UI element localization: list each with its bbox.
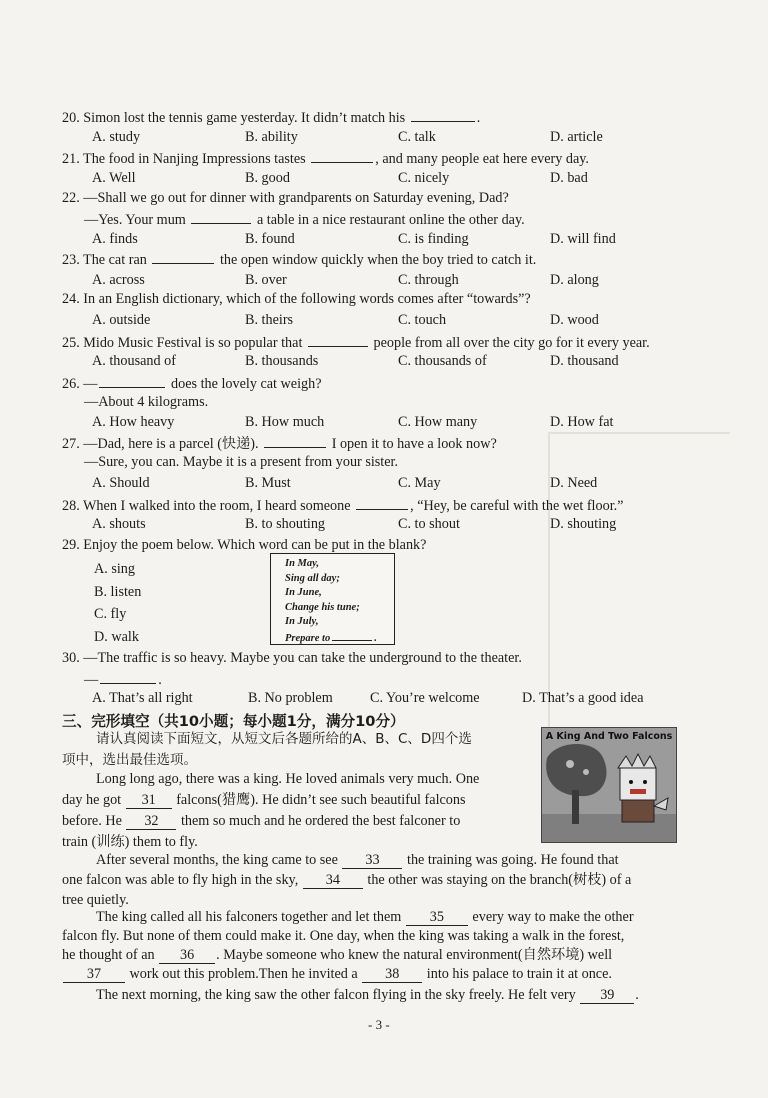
cloze-line: 37 work out this problem.Then he invited a 38 into his palace to train it at once.: [62, 964, 612, 985]
cloze-line: before. He 32 them so much and he ordered the best falconer to: [62, 813, 461, 829]
cloze-blank-31: 31: [126, 793, 172, 809]
cloze-line: After several months, the king came to see 33 the training was going. He found that: [96, 852, 619, 868]
option-a: A. Should: [92, 475, 150, 491]
blank: [411, 108, 475, 122]
option-a: A. Well: [92, 170, 136, 186]
option-c: C. through: [398, 272, 459, 288]
option-b: B. found: [245, 231, 295, 247]
blank: [311, 149, 373, 163]
option-c: C. is finding: [398, 231, 469, 247]
option-b: B. over: [245, 272, 287, 288]
option-a: A. How heavy: [92, 414, 175, 430]
options-27: [92, 475, 712, 492]
poem-line: In June,: [285, 587, 322, 598]
option-a: A. finds: [92, 231, 138, 247]
options-26: [92, 414, 712, 431]
cloze-line: train (训练) them to fly.: [62, 834, 198, 850]
poem-line: Sing all day;: [285, 572, 340, 584]
option-d: D. wood: [550, 312, 599, 328]
cloze-blank-32: 32: [126, 814, 176, 830]
options-29: [94, 558, 141, 648]
options-28: [92, 516, 712, 533]
option-b: B. No problem: [248, 690, 333, 706]
blank: [356, 496, 408, 510]
option-c: C. You’re welcome: [370, 690, 480, 706]
option-c: C. touch: [398, 312, 447, 328]
question-25: 25. Mido Music Festival is so popular that people from all over the city go for it every year.: [62, 335, 650, 351]
option-b: B. Must: [245, 475, 291, 491]
option-c: C. talk: [398, 129, 436, 145]
question-28: 28. When I walked into the room, I heard someone , “Hey, be careful with the wet floor.”: [62, 498, 624, 514]
option-a: A. sing: [94, 561, 135, 577]
question-22-reply: —Yes. Your mum a table in a nice restaurant online the other day.: [84, 212, 525, 228]
cloze-blank-38: 38: [362, 967, 422, 983]
poem-line: In July,: [285, 616, 319, 627]
option-d: D. along: [550, 272, 599, 288]
cloze-line: Long long ago, there was a king. He loved animals very much. One: [96, 771, 480, 787]
option-b: B. thousands: [245, 353, 319, 369]
option-c: C. thousands of: [398, 353, 487, 369]
blank: [308, 333, 368, 347]
blank: [99, 374, 165, 388]
option-c: C. fly: [94, 606, 127, 622]
question-24: 24. In an English dictionary, which of the following words comes after “towards”?: [62, 291, 531, 307]
option-d: D. shouting: [550, 516, 617, 532]
option-a: A. shouts: [92, 516, 146, 532]
option-b: B. good: [245, 170, 290, 186]
option-a: A. thousand of: [92, 353, 176, 369]
question-22: 22. —Shall we go out for dinner with grandparents on Saturday evening, Dad?: [62, 190, 509, 206]
cloze-line: The next morning, the king saw the other falcon flying in the sky freely. He felt very 39 .: [96, 987, 639, 1003]
options-25: [92, 353, 712, 370]
illustration-caption: A King And Two Falcons: [545, 731, 673, 742]
question-26: 26. — does the lovely cat weigh?: [62, 376, 322, 392]
options-24: [92, 312, 712, 329]
poem-line-blank: Prepare to .: [285, 630, 394, 647]
poem-line: In May,: [285, 558, 320, 569]
option-d: D. That’s a good idea: [522, 690, 644, 706]
cloze-line: he thought of an 36 . Maybe someone who knew the natural environment(自然环境) well: [62, 947, 613, 963]
option-d: D. bad: [550, 170, 588, 186]
cloze-blank-34: 34: [303, 873, 363, 889]
option-d: D. Need: [550, 475, 598, 491]
option-d: D. thousand: [550, 353, 619, 369]
option-c: C. May: [398, 475, 441, 491]
blank: [191, 210, 251, 224]
poem-box: [270, 553, 395, 645]
cloze-line: one falcon was able to fly high in the sky, 34 the other was staying on the branch(树枝) of a: [62, 872, 632, 888]
options-20: [92, 129, 712, 146]
story-illustration: [541, 727, 677, 843]
blank: [100, 670, 156, 684]
question-29: 29. Enjoy the poem below. Which word can be put in the blank?: [62, 537, 427, 553]
question-26-reply: —About 4 kilograms.: [84, 394, 209, 410]
option-a: A. study: [92, 129, 141, 145]
options-21: [92, 170, 712, 187]
option-b: B. ability: [245, 129, 298, 145]
cloze-blank-33: 33: [342, 853, 402, 869]
question-30-reply: — .: [84, 672, 162, 688]
blank: [152, 250, 214, 264]
cloze-line: day he got 31 falcons(猎鹰). He didn’t see such beautiful falcons: [62, 792, 466, 808]
option-c: C. to shout: [398, 516, 460, 532]
option-c: C. How many: [398, 414, 478, 430]
question-23: 23. The cat ran the open window quickly when the boy tried to catch it.: [62, 252, 537, 268]
blank: [332, 630, 372, 641]
cloze-line: The king called all his falconers together and let them 35 every way to make the other: [96, 909, 634, 925]
cloze-blank-36: 36: [159, 948, 215, 964]
question-21: 21. The food in Nanjing Impressions tastes , and many people eat here every day.: [62, 151, 589, 167]
poem-line: Change his tune;: [285, 601, 360, 613]
question-30: 30. —The traffic is so heavy. Maybe you can take the underground to the theater.: [62, 650, 522, 666]
cloze-blank-37: 37: [63, 967, 125, 983]
options-30: [92, 690, 712, 707]
section-title: 三、完形填空（共10小题；每小题1分，满分10分）: [62, 713, 405, 730]
cloze-line: tree quietly.: [62, 892, 129, 908]
option-b: B. How much: [245, 414, 325, 430]
question-27: 27. —Dad, here is a parcel (快递). I open it to have a look now?: [62, 436, 497, 452]
option-d: D. walk: [94, 628, 139, 645]
option-d: D. article: [550, 129, 603, 145]
option-a: A. That’s all right: [92, 690, 193, 706]
cloze-line: falcon fly. But none of them could make it. One day, when the king was taking a walk in the forest,: [62, 928, 625, 944]
cloze-instruction-2: 项中，选出最佳选项。: [62, 752, 197, 768]
cloze-blank-39: 39: [580, 988, 634, 1004]
page-number: - 3 -: [368, 1017, 390, 1032]
blank: [264, 434, 326, 448]
cloze-blank-35: 35: [406, 910, 468, 926]
option-b: B. theirs: [245, 312, 294, 328]
king-and-falcons-picture: [542, 728, 676, 842]
option-d: D. will find: [550, 231, 616, 247]
option-a: A. outside: [92, 312, 151, 328]
cloze-instruction: 请认真阅读下面短文，从短文后各题所给的A、B、C、D四个选: [96, 731, 472, 747]
option-b: B. listen: [94, 583, 142, 600]
option-b: B. to shouting: [245, 516, 326, 532]
question-27-reply: —Sure, you can. Maybe it is a present from your sister.: [84, 454, 399, 470]
option-a: A. across: [92, 272, 145, 288]
options-22: [92, 231, 712, 248]
question-20: 20. Simon lost the tennis game yesterday. It didn’t match his .: [62, 110, 481, 126]
option-d: D. How fat: [550, 414, 614, 430]
options-23: [92, 272, 712, 289]
option-c: C. nicely: [398, 170, 450, 186]
